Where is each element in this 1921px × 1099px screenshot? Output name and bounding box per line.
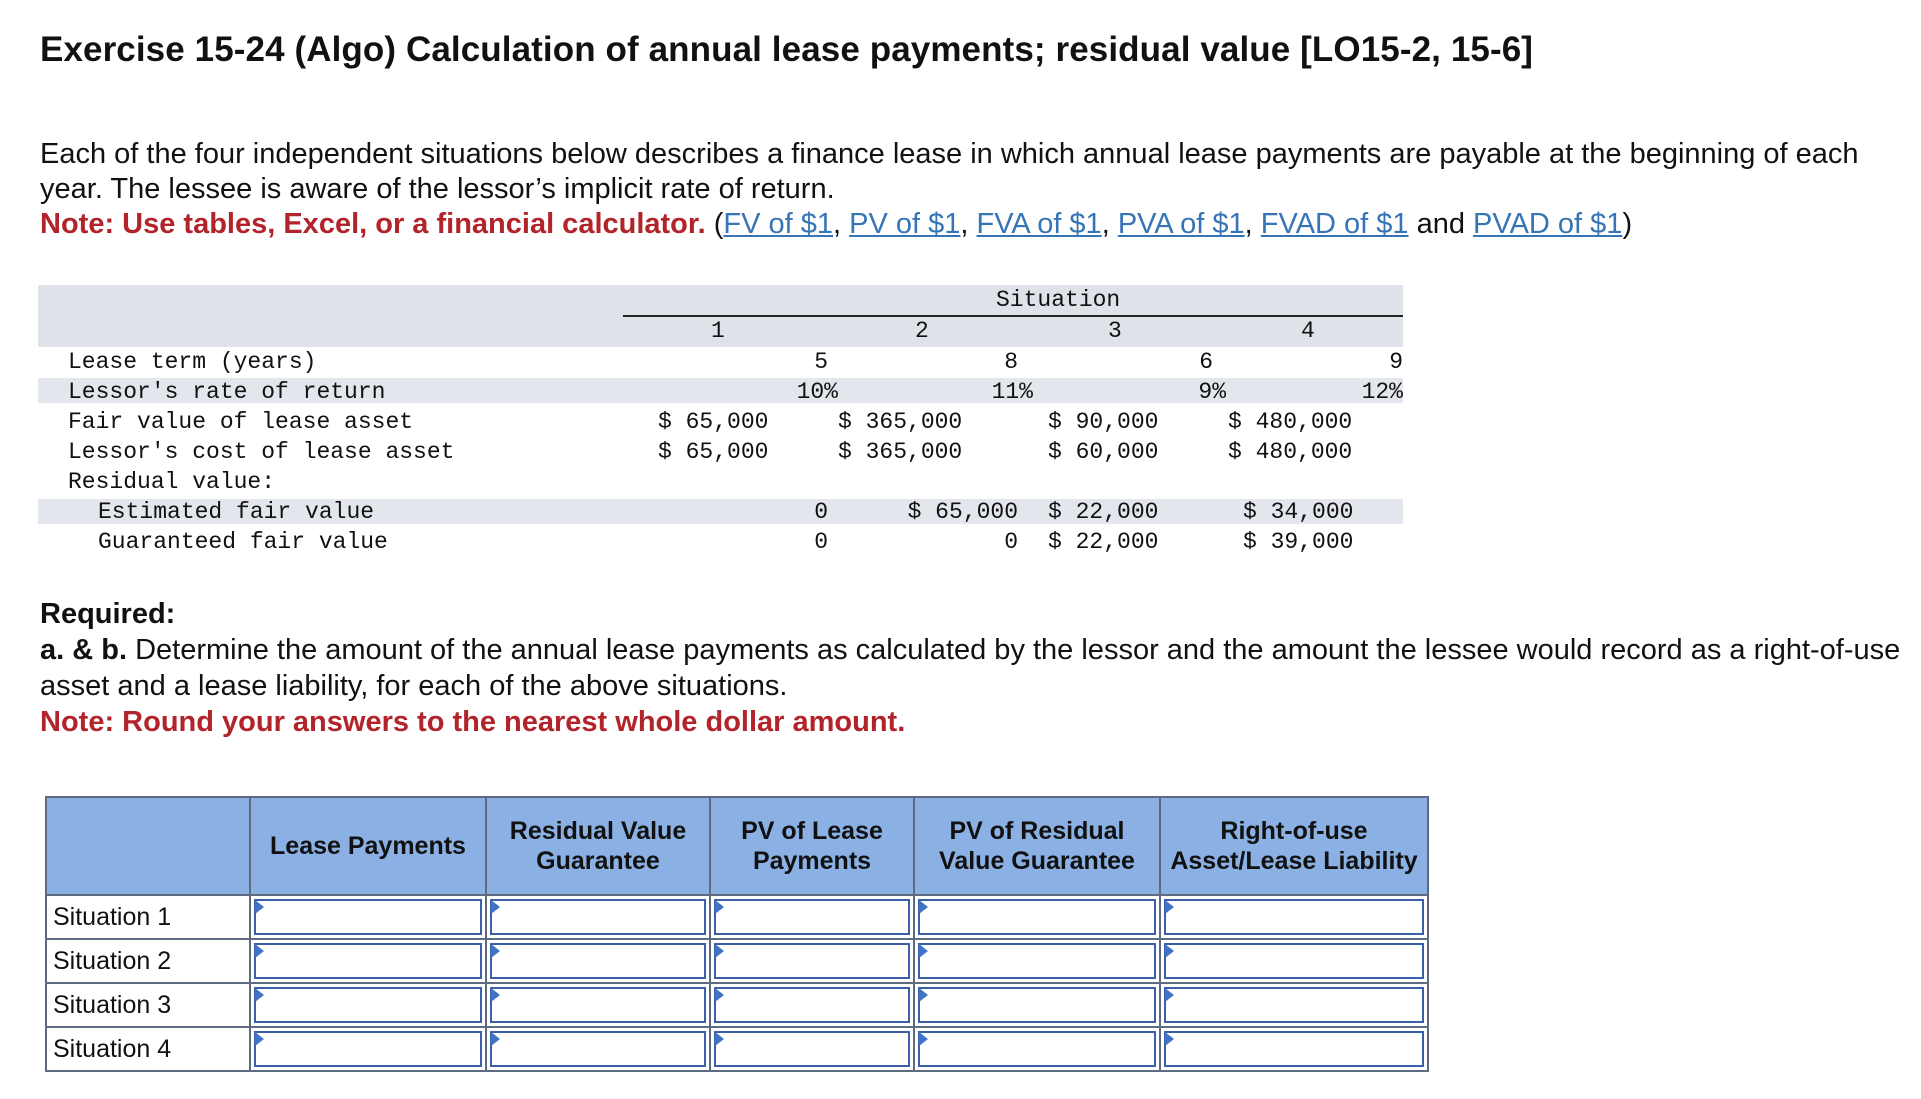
cell-value: 11% [991,379,1033,405]
pv-residual-guarantee-input[interactable] [918,943,1156,979]
answer-header-row [46,797,1428,895]
cell-value: $ 65,000 [658,439,769,465]
cell-pv-lease-payments [710,895,914,939]
header-pv-lease-payments: PV of Lease Payments [710,797,914,895]
residual-guarantee-input[interactable] [490,987,706,1023]
pv-lease-payments-input[interactable] [714,943,910,979]
required-section [40,596,1920,740]
row-label-fair-value: Fair value of lease asset [68,409,414,435]
cell-lease-payments [250,939,486,983]
lease-payments-input[interactable] [254,987,482,1023]
link-pva[interactable]: PVA of $1 [1117,208,1245,240]
header-rou-asset-liability: Right-of-use Asset/Lease Liability [1160,797,1428,895]
pv-residual-guarantee-input[interactable] [918,899,1156,935]
row-label-residual: Residual value: [68,469,276,495]
cell-rou-asset-liability [1160,983,1428,1027]
cell-value: $ 90,000 [1048,409,1159,435]
row-label-situation-2: Situation 2 [46,939,250,983]
pv-lease-payments-input[interactable] [714,1031,910,1067]
cell-value: 8 [1004,349,1018,375]
cell-lease-payments [250,895,486,939]
cell-value: $ 22,000 [1048,529,1159,555]
cell-value: $ 22,000 [1048,499,1159,525]
cell-value: $ 34,000 [1243,499,1354,525]
cell-value: $ 480,000 [1228,409,1353,435]
cell-residual-guarantee [486,983,710,1027]
separator: , [1101,208,1118,240]
lease-payments-input[interactable] [254,943,482,979]
row-label-estimated: Estimated fair value [98,499,375,525]
rou-asset-liability-input[interactable] [1164,899,1424,935]
situation-group-header: Situation [996,287,1121,313]
paren-open: ( [705,208,724,240]
note-line [40,207,1920,242]
cell-value: $ 60,000 [1048,439,1159,465]
cell-value: 12% [1361,379,1403,405]
cell-value: $ 65,000 [907,499,1018,525]
separator-and: and [1408,208,1474,240]
lease-payments-input[interactable] [254,899,482,935]
cell-value: 0 [814,499,828,525]
row-label-rate: Lessor's rate of return [68,379,386,405]
table-row [46,939,1428,983]
separator: , [960,208,977,240]
row-label-lease-term: Lease term (years) [68,349,317,375]
separator: , [832,208,850,240]
pv-residual-guarantee-input[interactable] [918,1031,1156,1067]
cell-value: $ 39,000 [1243,529,1354,555]
cell-value: $ 365,000 [838,439,963,465]
cell-value: 5 [814,349,828,375]
rou-asset-liability-input[interactable] [1164,943,1424,979]
situations-data-table [38,285,1403,560]
cell-value: 10% [796,379,838,405]
column-header: 3 [1108,318,1122,344]
cell-pv-residual-guarantee [914,939,1160,983]
rou-asset-liability-input[interactable] [1164,1031,1424,1067]
instructions-text: Each of the four independent situations below describes a finance lease in which annual lease payments are payable at the beginning of each year. The lessee is aware of the lessor’s implicit rate of return. [40,138,1859,205]
cell-pv-lease-payments [710,1027,914,1071]
column-header: 2 [915,318,929,344]
cell-lease-payments [250,1027,486,1071]
answer-table [45,796,1429,1072]
separator: , [1244,208,1261,240]
header-pv-residual-guarantee: PV of Residual Value Guarantee [914,797,1160,895]
cell-value: $ 365,000 [838,409,963,435]
header-rule [623,315,1403,317]
cell-value: $ 480,000 [1228,439,1353,465]
column-header: 4 [1301,318,1315,344]
cell-value: 0 [814,529,828,555]
cell-rou-asset-liability [1160,895,1428,939]
cell-pv-residual-guarantee [914,895,1160,939]
cell-value: 9% [1198,379,1226,405]
pv-lease-payments-input[interactable] [714,899,910,935]
lease-payments-input[interactable] [254,1031,482,1067]
part-instructions: Determine the amount of the annual lease payments as calculated by the lessor and the amount the lessee would record as a right-of-use asset and a lease liability, for each of the above situations. [40,634,1901,702]
link-pvad[interactable]: PVAD of $1 [1473,208,1623,240]
calculator-note: Note: Use tables, Excel, or a financial calculator. [40,208,706,240]
cell-rou-asset-liability [1160,1027,1428,1071]
row-label-guaranteed: Guaranteed fair value [98,529,388,555]
row-label-situation-1: Situation 1 [46,895,250,939]
cell-value: 0 [1004,529,1018,555]
part-label: a. & b. [40,634,128,666]
cell-residual-guarantee [486,895,710,939]
cell-rou-asset-liability [1160,939,1428,983]
cell-value: 9 [1389,349,1403,375]
required-heading: Required: [40,598,176,630]
link-fv[interactable]: FV of $1 [723,208,833,240]
instructions [40,137,1920,242]
column-header: 1 [711,318,725,344]
cell-pv-lease-payments [710,983,914,1027]
pv-residual-guarantee-input[interactable] [918,987,1156,1023]
paren-close: ) [1622,208,1633,240]
cell-value: 6 [1199,349,1213,375]
row-label-lessor-cost: Lessor's cost of lease asset [68,439,455,465]
link-pv[interactable]: PV of $1 [849,208,961,240]
table-row [46,1027,1428,1071]
header-lease-payments: Lease Payments [250,797,486,895]
header-blank [46,797,250,895]
cell-value: $ 65,000 [658,409,769,435]
table-row [46,983,1428,1027]
cell-pv-residual-guarantee [914,1027,1160,1071]
header-residual-guarantee: Residual Value Guarantee [486,797,710,895]
pv-lease-payments-input[interactable] [714,987,910,1023]
residual-guarantee-input[interactable] [490,899,706,935]
exercise-title: Exercise 15-24 (Algo) Calculation of annual lease payments; residual value [LO15-2, 15-6] [40,30,1534,69]
row-label-situation-3: Situation 3 [46,983,250,1027]
required-text [40,632,1920,704]
cell-pv-residual-guarantee [914,983,1160,1027]
cell-residual-guarantee [486,939,710,983]
rou-asset-liability-input[interactable] [1164,987,1424,1023]
residual-guarantee-input[interactable] [490,943,706,979]
rounding-note: Note: Round your answers to the nearest whole dollar amount. [40,706,906,738]
link-fva[interactable]: FVA of $1 [976,208,1102,240]
table-row [46,895,1428,939]
row-label-situation-4: Situation 4 [46,1027,250,1071]
cell-residual-guarantee [486,1027,710,1071]
residual-guarantee-input[interactable] [490,1031,706,1067]
cell-lease-payments [250,983,486,1027]
cell-pv-lease-payments [710,939,914,983]
link-fvad[interactable]: FVAD of $1 [1260,208,1409,240]
